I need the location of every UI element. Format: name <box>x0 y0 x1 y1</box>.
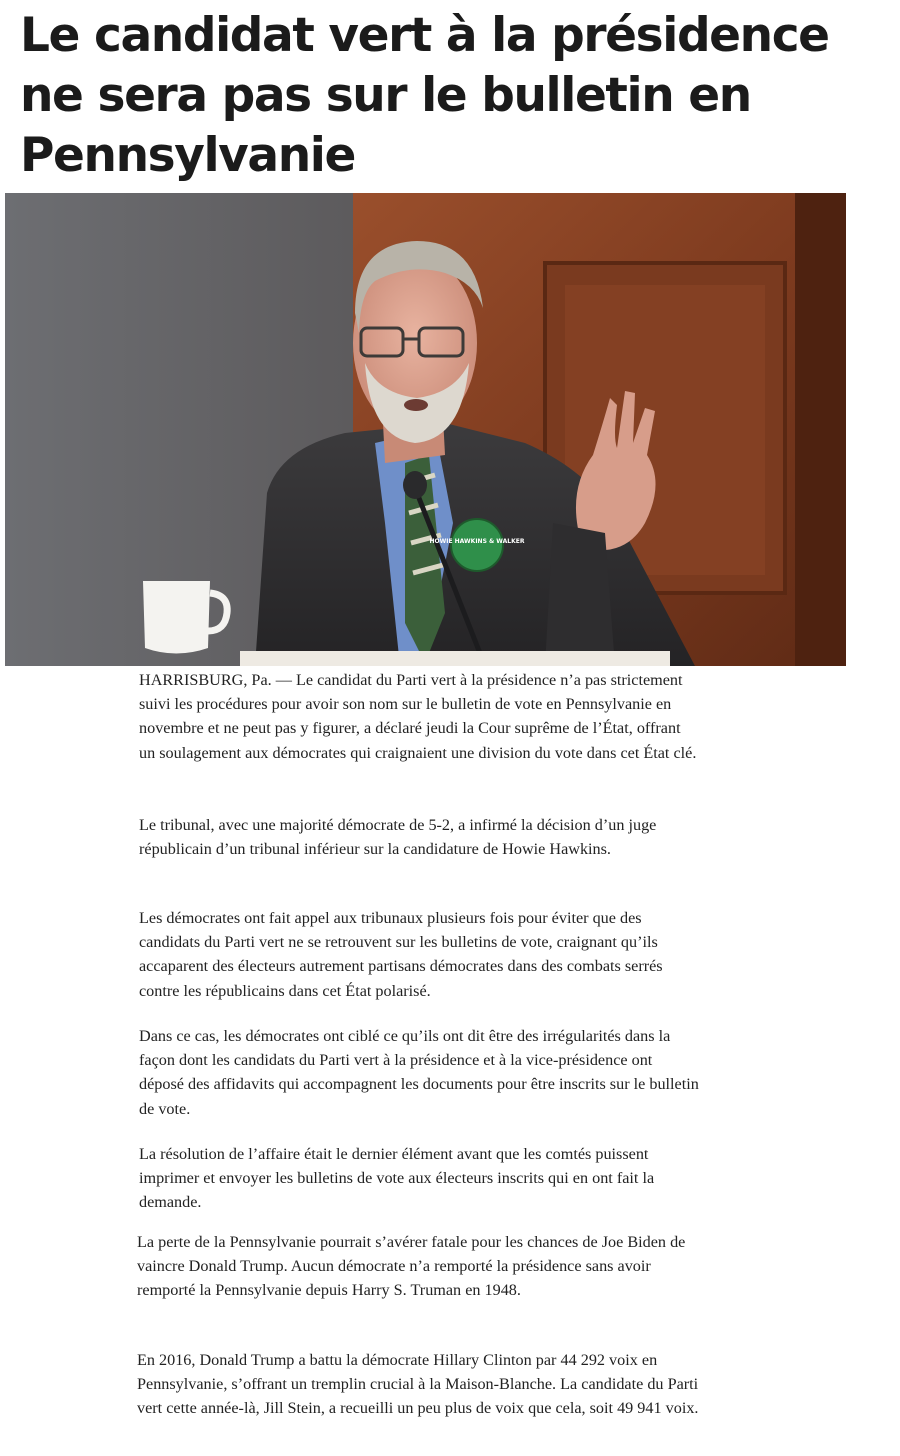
article-paragraph: HARRISBURG, Pa. — Le candidat du Parti vert à la présidence n’a pas strictement suivi les procédures pour avoir son nom sur le bulletin de vote en Pennsylvanie en novembre et ne peut pas y figurer, a déclaré jeudi la Cour suprême de l’État, offrant un soulagement aux démocrates qui craignaient une division du vote dans cet État clé. <box>139 671 697 762</box>
article-headline: Le candidat vert à la présidence ne sera pas sur le bulletin en Pennsylvanie <box>20 8 829 183</box>
article-paragraph: En 2016, Donald Trump a battu la démocrate Hillary Clinton par 44 292 voix en Pennsylvanie, s’offrant un tremplin crucial à la Maison-Blanche. La candidate du Parti vert cette année-là, Jill Stein, a recueilli un peu plus de voix que cela, soit 49 941 voix. <box>137 1351 699 1418</box>
badge-text: HOWIE HAWKINS & WALKER <box>429 538 525 545</box>
article-paragraph: Les démocrates ont fait appel aux tribunaux plusieurs fois pour éviter que des candidats du Parti vert ne se retrouvent sur les bulletins de vote, craignant qu’ils accaparent des électeurs autrement partisans démocrates dans des combats serrés contre les républicains dans cet État polarisé. <box>139 909 663 1000</box>
article-paragraph: Dans ce cas, les démocrates ont ciblé ce qu’ils ont dit être des irrégularités dans la façon dont les candidats du Parti vert à la présidence et à la vice-présidence ont déposé des affidavits qui accompagnent les documents pour être inscrits sur le bulletin de vote. <box>139 1027 699 1118</box>
article-paragraph: La résolution de l’affaire était le dernier élément avant que les comtés puissent imprimer et envoyer les bulletins de vote aux électeurs inscrits qui en ont fait la demande. <box>139 1145 655 1212</box>
article-paragraph: La perte de la Pennsylvanie pourrait s’avérer fatale pour les chances de Joe Biden de vaincre Donald Trump. Aucun démocrate n’a remporté la présidence sans avoir remporté la Pennsylvanie depuis Harry S. Truman en 1948. <box>137 1233 686 1300</box>
speaker-photo-illustration <box>5 193 846 666</box>
article-paragraph: Le tribunal, avec une majorité démocrate de 5-2, a infirmé la décision d’un juge républicain d’un tribunal inférieur sur la candidature de Howie Hawkins. <box>139 816 657 859</box>
article-photo <box>5 193 846 666</box>
